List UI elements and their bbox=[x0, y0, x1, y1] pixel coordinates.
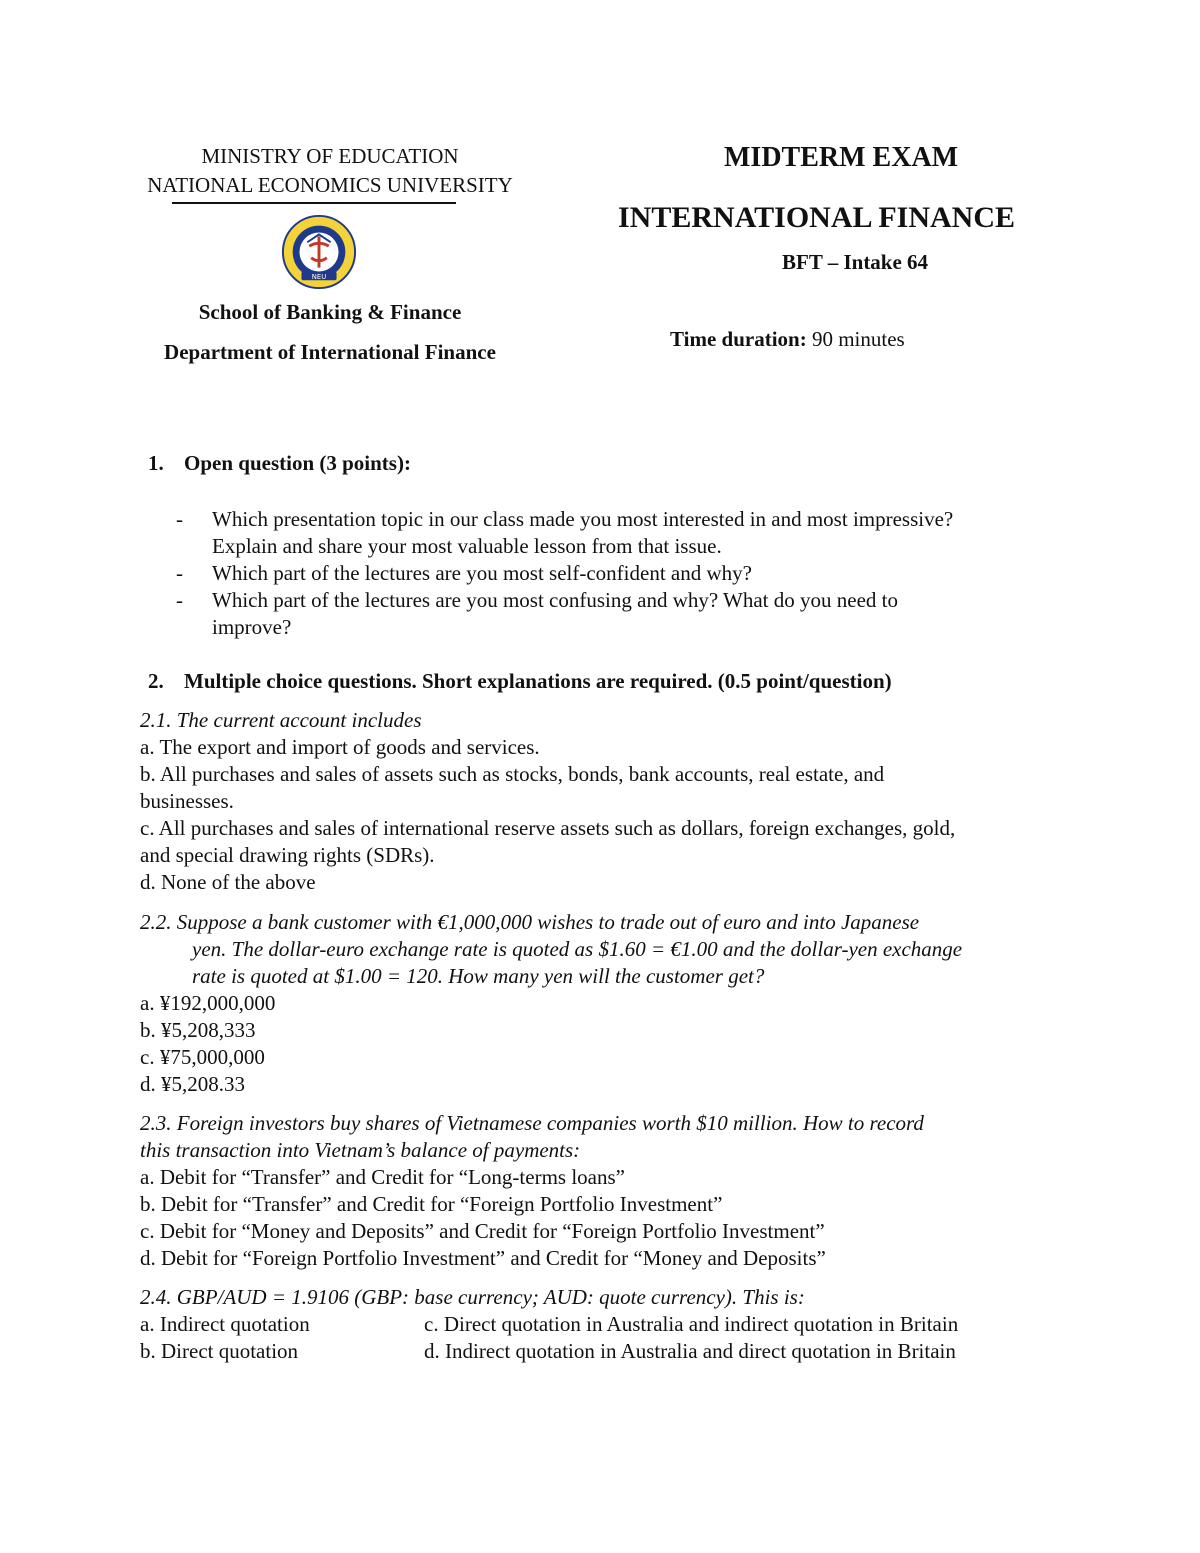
option-text: b. All purchases and sales of assets such as stocks, bonds, bank accounts, real estate, and bbox=[140, 762, 885, 786]
question-2-2-stem: 2.2. Suppose a bank customer with €1,000,000 wishes to trade out of euro and into Japanese bbox=[140, 910, 920, 934]
course-title: INTERNATIONAL FINANCE bbox=[618, 201, 1016, 234]
question-2-2-stem: rate is quoted at $1.00 = 120. How many yen will the customer get? bbox=[192, 964, 765, 988]
option-text: a. The export and import of goods and services. bbox=[140, 735, 540, 759]
university-logo bbox=[280, 213, 358, 291]
time-duration bbox=[670, 327, 905, 352]
option-text: c. Debit for “Money and Deposits” and Credit for “Foreign Portfolio Investment” bbox=[140, 1219, 825, 1243]
bullet-dash: - bbox=[176, 588, 183, 612]
option-text: c. Direct quotation in Australia and indirect quotation in Britain bbox=[424, 1312, 959, 1336]
question-2-2-stem: yen. The dollar-euro exchange rate is quoted as $1.60 = €1.00 and the dollar-yen exchange bbox=[192, 937, 963, 961]
bullet-dash: - bbox=[176, 507, 183, 531]
bullet-line: improve? bbox=[212, 615, 292, 639]
bullet-line: Which part of the lectures are you most self-confident and why? bbox=[212, 561, 752, 585]
department-name: Department of International Finance bbox=[164, 340, 496, 364]
bullet-dash: - bbox=[176, 561, 183, 585]
section2-number: 2. bbox=[148, 669, 164, 693]
ministry-name: MINISTRY OF EDUCATION bbox=[201, 144, 459, 168]
section1-title: Open question (3 points): bbox=[184, 451, 411, 475]
option-text: b. Debit for “Transfer” and Credit for “Foreign Portfolio Investment” bbox=[140, 1192, 723, 1216]
header-underline bbox=[172, 202, 456, 204]
bullet-line: Which presentation topic in our class made you most interested in and most impressive? bbox=[212, 507, 954, 531]
university-name: NATIONAL ECONOMICS UNIVERSITY bbox=[147, 173, 513, 197]
bullet-line: Explain and share your most valuable lesson from that issue. bbox=[212, 534, 722, 558]
option-text: a. Debit for “Transfer” and Credit for “Long-terms loans” bbox=[140, 1165, 625, 1189]
option-text: a. Indirect quotation bbox=[140, 1312, 310, 1336]
bullet-line: Which part of the lectures are you most confusing and why? What do you need to bbox=[212, 588, 898, 612]
duration-label: Time duration: bbox=[670, 327, 807, 351]
option-text: d. ¥5,208.33 bbox=[140, 1072, 245, 1096]
duration-value: 90 minutes bbox=[811, 327, 905, 351]
question-2-4-stem: 2.4. GBP/AUD = 1.9106 (GBP: base currency; AUD: quote currency). This is: bbox=[140, 1285, 805, 1309]
option-text: b. Direct quotation bbox=[140, 1339, 299, 1363]
school-name: School of Banking & Finance bbox=[198, 300, 462, 324]
exam-title: MIDTERM EXAM bbox=[724, 142, 959, 173]
option-text: d. Indirect quotation in Australia and direct quotation in Britain bbox=[424, 1339, 956, 1363]
section1-number: 1. bbox=[148, 451, 164, 475]
logo-banner: NEU bbox=[311, 272, 327, 281]
option-text: c. All purchases and sales of international reserve assets such as dollars, foreign exchanges, gold, bbox=[140, 816, 956, 840]
section2-title: Multiple choice questions. Short explanations are required. (0.5 point/question) bbox=[184, 669, 892, 693]
option-text: d. None of the above bbox=[140, 870, 316, 894]
question-2-1-stem: 2.1. The current account includes bbox=[140, 708, 422, 732]
option-text: a. ¥192,000,000 bbox=[140, 991, 276, 1015]
question-2-3-stem: 2.3. Foreign investors buy shares of Vietnamese companies worth $10 million. How to record bbox=[140, 1111, 924, 1135]
option-text: businesses. bbox=[140, 789, 234, 813]
question-2-3-stem: this transaction into Vietnam’s balance of payments: bbox=[140, 1138, 581, 1162]
option-text: c. ¥75,000,000 bbox=[140, 1045, 265, 1069]
option-text: d. Debit for “Foreign Portfolio Investment” and Credit for “Money and Deposits” bbox=[140, 1246, 826, 1270]
option-text: b. ¥5,208,333 bbox=[140, 1018, 256, 1042]
intake-label: BFT – Intake 64 bbox=[782, 250, 929, 274]
option-text: and special drawing rights (SDRs). bbox=[140, 843, 435, 867]
